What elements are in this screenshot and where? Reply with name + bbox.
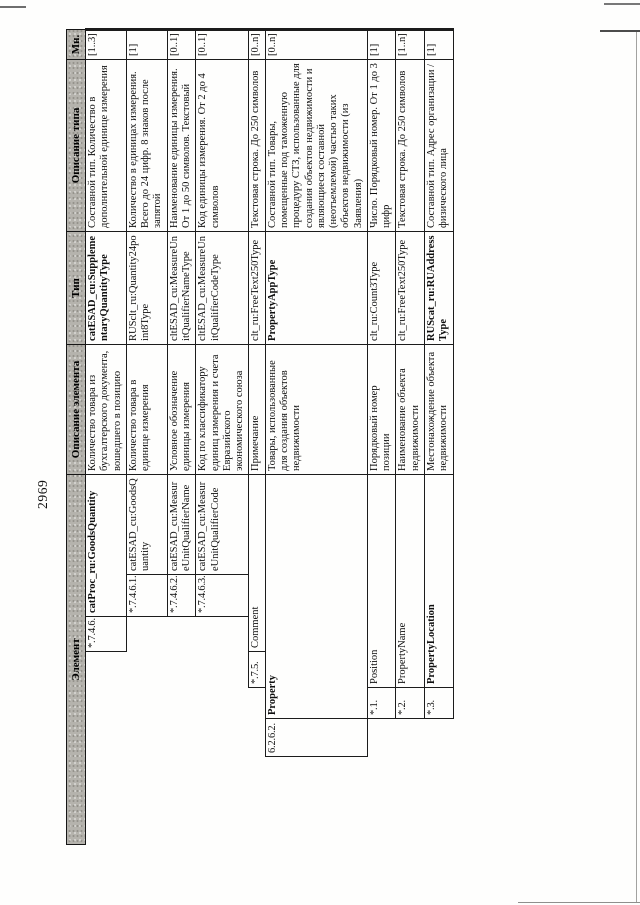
page-number: 2969: [35, 479, 50, 509]
hierarchy-indent-cell: [126, 617, 167, 845]
table-row: [86, 29, 127, 844]
type-description-cell: Составной тип. Количество в дополнительной единице измерения: [86, 59, 127, 231]
type-cell: clt_ru:FreeText250Type: [249, 231, 265, 344]
page-frame-top-line: [600, 30, 640, 32]
table-row: [196, 29, 249, 844]
element-name-cell: PropertyName: [396, 474, 425, 687]
multiplicity-cell: [0..n]: [265, 29, 367, 59]
hierarchy-indent-cell: [265, 757, 367, 845]
page-frame-right-line: [636, 32, 637, 903]
multiplicity-cell: [1]: [367, 29, 396, 59]
hierarchy-indent-cell: [367, 719, 396, 845]
multiplicity-cell: [1]: [425, 29, 454, 59]
type-description-cell: Текстовая строка. До 250 символов: [396, 59, 425, 231]
type-cell: RUSclt_ru:Quantity24point8Type: [126, 231, 167, 344]
type-description-cell: Составной тип. Товары, помещенные под таможенную процедуру СТЗ, использованные для создания объектов недвижимости и являющиеся составной (неотъемлемой) частью таких объектов недвижимости (из Заявления): [265, 59, 367, 231]
type-cell: RUScat_ru:RUAddressType: [425, 231, 454, 344]
element-description-cell: Местонахождение объекта недвижимости: [425, 344, 454, 474]
element-number-cell: *.7.4.6.3.: [196, 575, 249, 617]
type-description-cell: Составной тип. Адрес организации / физического лица: [425, 59, 454, 231]
element-number-cell: *.7.4.6.: [86, 617, 127, 652]
type-description-cell: Наименование единицы измерения. От 1 до 50 символов. Текстовый: [167, 59, 196, 231]
element-description-cell: Код по классификатору единиц измерения и счета Евразийского экономического союза: [196, 344, 249, 474]
element-number-cell: *.3.: [425, 688, 454, 719]
page-frame-bottom-line: [518, 902, 640, 903]
type-cell: cltESAD_cu:MeasureUnitQualifierCodeType: [196, 231, 249, 344]
element-description-cell: Порядковый номер позиции: [367, 344, 396, 474]
type-cell: clt_ru:Count3Type: [367, 231, 396, 344]
multiplicity-cell: [1..3]: [86, 29, 127, 59]
type-cell: clt_ru:FreeText250Type: [396, 231, 425, 344]
header-row: [67, 29, 86, 844]
element-name-cell: Property: [265, 474, 367, 718]
hierarchy-indent-cell: [86, 652, 127, 845]
scan-artifact-top-left: [0, 6, 26, 8]
table-row: [265, 29, 367, 844]
table-body: [86, 29, 454, 844]
element-description-cell: Наименование объекта недвижимости: [396, 344, 425, 474]
multiplicity-cell: [0..1]: [196, 29, 249, 59]
multiplicity-cell: [0..1]: [167, 29, 196, 59]
header-element-description: Описание элемента: [67, 344, 86, 474]
element-number-cell: *.7.4.6.1.: [126, 575, 167, 617]
hierarchy-indent-cell: [196, 617, 249, 845]
multiplicity-cell: [1]: [126, 29, 167, 59]
type-cell: catESAD_cu:SupplementaryQuantityType: [86, 231, 127, 344]
element-name-cell: catESAD_cu:MeasureUnitQualifierName: [167, 474, 196, 574]
element-number-cell: *.1.: [367, 688, 396, 719]
multiplicity-cell: [0..n]: [249, 29, 265, 59]
hierarchy-indent-cell: [249, 688, 265, 845]
scan-artifact-top-right: [604, 3, 640, 5]
element-number-cell: *.7.4.6.2.: [167, 575, 196, 617]
table-row: [167, 29, 196, 844]
element-name-cell: catProc_ru:GoodsQuantity: [86, 474, 127, 616]
element-description-cell: Примечание: [249, 344, 265, 474]
header-type-description: Описание типа: [67, 59, 86, 231]
header-type: Тип: [67, 231, 86, 344]
element-name-cell: catESAD_cu:GoodsQuantity: [126, 474, 167, 574]
header-element: Элемент: [67, 474, 86, 844]
table-row: [126, 29, 167, 844]
table-row: [367, 29, 396, 844]
header-multiplicity: Мн.: [67, 29, 86, 59]
element-number-cell: *.7.5.: [249, 652, 265, 688]
hierarchy-indent-cell: [425, 719, 454, 845]
type-description-cell: Количество в единицах измерения. Всего до 24 цифр. 8 знаков после запятой: [126, 59, 167, 231]
element-name-cell: Comment: [249, 474, 265, 651]
element-number-cell: *.2.: [396, 688, 425, 719]
type-cell: PropertyAppType: [265, 231, 367, 344]
table-row: [425, 29, 454, 844]
element-description-cell: Количество товара из бухгалтерского документа, вошедшего в позицию: [86, 344, 127, 474]
element-description-cell: Условное обозначение единицы измерения: [167, 344, 196, 474]
element-description-cell: Товары, использованные для создания объектов недвижимости: [265, 344, 367, 474]
type-description-cell: Текстовая строка. До 250 символов: [249, 59, 265, 231]
element-number-cell: 6.2.6.2.: [265, 719, 367, 757]
table-row: [249, 29, 265, 844]
type-description-cell: Число. Порядковый номер. От 1 до 3 цифр: [367, 59, 396, 231]
type-description-cell: Код единицы измерения. От 2 до 4 символов: [196, 59, 249, 231]
element-name-cell: catESAD_cu:MeasureUnitQualifierCode: [196, 474, 249, 574]
table-row: [396, 29, 425, 844]
element-description-cell: Количество товара в единице измерения: [126, 344, 167, 474]
element-name-cell: PropertyLocation: [425, 474, 454, 687]
multiplicity-cell: [1..n]: [396, 29, 425, 59]
element-name-cell: Position: [367, 474, 396, 687]
schema-table: [66, 28, 454, 845]
type-cell: cltESAD_cu:MeasureUnitQualifierNameType: [167, 231, 196, 344]
rotated-table-container: [66, 30, 454, 845]
hierarchy-indent-cell: [396, 719, 425, 845]
hierarchy-indent-cell: [167, 617, 196, 845]
